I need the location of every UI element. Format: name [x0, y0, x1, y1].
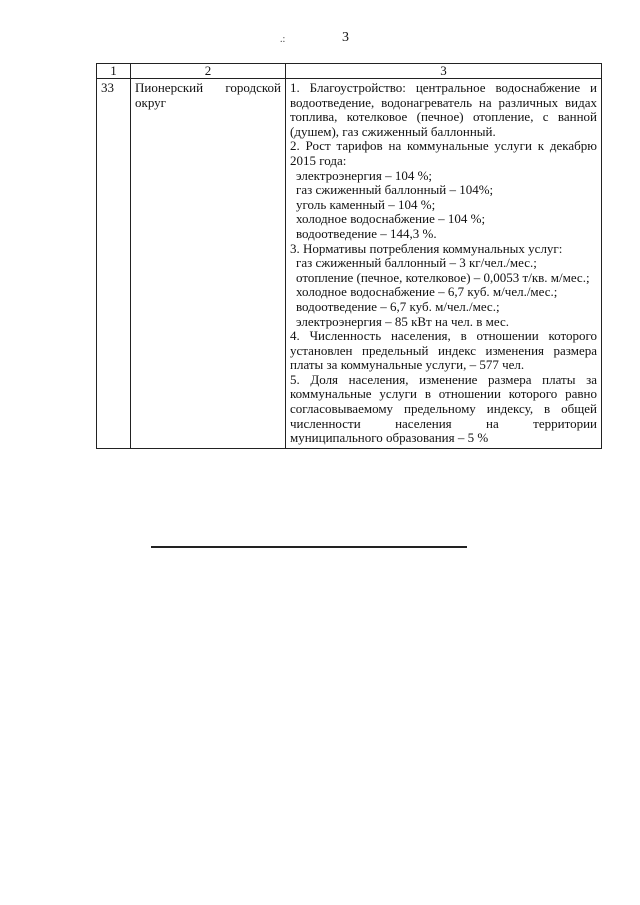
page-number: 3 [342, 30, 349, 45]
row-details [286, 79, 602, 449]
tariff-cold-water: холодное водоснабжение – 104 %; [296, 211, 486, 227]
tariff-sewerage: водоотведение – 144,3 %. [296, 225, 437, 241]
norm-sewerage: водоотведение – 6,7 куб. м/чел./мес.; [296, 298, 500, 314]
table-row [97, 79, 602, 449]
norm-gas: газ сжиженный баллонный – 3 кг/чел./мес.; [296, 255, 537, 271]
document-table [96, 63, 602, 449]
item-improvement: 1. Благоустройство: центральное водоснабжение и водоотведение, водонагреватель на различных видах топлива, котелковое (печное) отопление, с ванной (душем), газ сжиженный баллонный. [290, 80, 597, 139]
table-header-row [97, 64, 602, 79]
closing-rule [151, 546, 467, 548]
column-header-2: 2 [131, 64, 286, 79]
column-header-3: 3 [286, 64, 602, 79]
norm-heating: отопление (печное, котелковое) – 0,0053 т/кв. м/мес.; [296, 269, 590, 285]
item-population: 4. Численность населения, в отношении которого установлен предельный индекс изменения размера платы за коммунальные услуги, – 577 чел. [290, 328, 597, 373]
row-number: 33 [97, 79, 131, 449]
item-consumption-norms: 3. Нормативы потребления коммунальных услуг: [290, 240, 563, 256]
norm-electricity: электроэнергия – 85 кВт на чел. в мес. [296, 313, 509, 329]
tariff-coal: уголь каменный – 104 %; [296, 196, 436, 212]
item-population-share: 5. Доля населения, изменение размера платы за коммунальные услуги в отношении которого равно согласовываемому предельному индексу, в общей численности населения на территории муниципального образования – 5 % [290, 371, 597, 446]
item-tariff-growth: 2. Рост тарифов на коммунальные услуги к декабрю 2015 года: [290, 138, 597, 168]
tariff-electricity: электроэнергия – 104 %; [296, 167, 433, 183]
norm-cold-water: холодное водоснабжение – 6,7 куб. м/чел./мес.; [296, 284, 558, 300]
tariff-gas: газ сжиженный баллонный – 104%; [296, 182, 494, 198]
column-header-1: 1 [97, 64, 131, 79]
municipality-name: Пионерский городской округ [131, 79, 286, 449]
header-mark: .: [280, 34, 286, 45]
